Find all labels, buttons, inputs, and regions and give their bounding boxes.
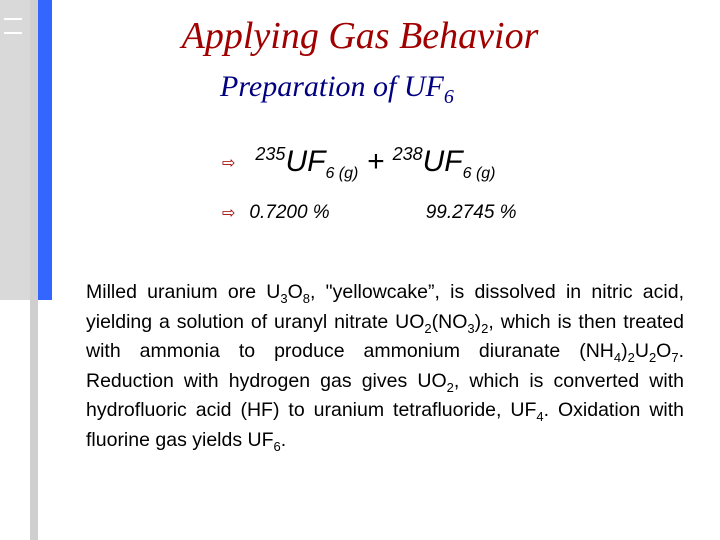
isotope-equation [222, 144, 496, 183]
paragraph-text: ) [621, 340, 628, 362]
paragraph-subscript: 2 [446, 379, 454, 395]
slide-subtitle [220, 70, 454, 109]
paragraph-text: , which is converted with hydrofluoric acid (HF) to uranium tetrafluoride, UF [86, 369, 684, 421]
paragraph-subscript: 7 [671, 349, 679, 365]
paragraph-subscript: 2 [481, 320, 489, 336]
isotope-abundance [222, 202, 517, 224]
paragraph-text: , "yellowcake”, is dissolved in nitric acid, yielding a solution of uranyl nitrate UO [86, 281, 684, 333]
paragraph-subscript: 2 [648, 349, 657, 365]
paragraph-text: O [656, 340, 672, 362]
paragraph-subscript: 3 [280, 290, 288, 306]
paragraph-subscript: 4 [613, 349, 622, 365]
left-thin-grey-bar [30, 0, 38, 540]
hollow-right-arrow-icon: ⇨ [222, 205, 236, 222]
isotope-a-state: 6 (g) [325, 165, 359, 182]
paragraph-text: U [634, 340, 649, 362]
paragraph-subscript: 4 [536, 408, 544, 424]
paragraph-subscript: 8 [302, 290, 311, 306]
body-paragraph [86, 278, 684, 455]
subtitle-subscript: 6 [443, 86, 454, 108]
isotope-a-mass: 235 [255, 144, 286, 164]
subtitle-text: Preparation of UF [220, 70, 444, 103]
paragraph-subscript: 2 [424, 320, 432, 336]
paragraph-subscript: 2 [627, 349, 635, 365]
paragraph-text: ) [474, 310, 482, 333]
paragraph-text: O [287, 281, 303, 303]
paragraph-subscript: 6 [273, 438, 281, 454]
paragraph-text: , which is then treated with ammonia to produce ammonium diuranate (NH [86, 310, 684, 362]
isotope-b-formula: UF [422, 145, 463, 178]
isotope-b-mass: 238 [392, 144, 423, 164]
plus-sign: + [358, 145, 393, 178]
paragraph-text: . Reduction with hydrogen gas gives UO [86, 340, 684, 392]
paragraph-text: Milled uranium ore U [86, 281, 281, 303]
paragraph-text: (NO [431, 310, 468, 333]
isotope-b-percent: 99.2745 % [425, 202, 517, 223]
paragraph-subscript: 3 [467, 320, 475, 336]
paragraph-text: . [280, 428, 287, 451]
hollow-right-arrow-icon: ⇨ [222, 155, 236, 173]
isotope-b-state: 6 (g) [462, 165, 496, 182]
isotope-a-percent: 0.7200 % [249, 202, 330, 223]
paragraph-text: . Oxidation with fluorine gas yields UF [86, 399, 684, 451]
isotope-a-formula: UF [285, 145, 326, 178]
slide-title: Applying Gas Behavior [181, 15, 539, 57]
